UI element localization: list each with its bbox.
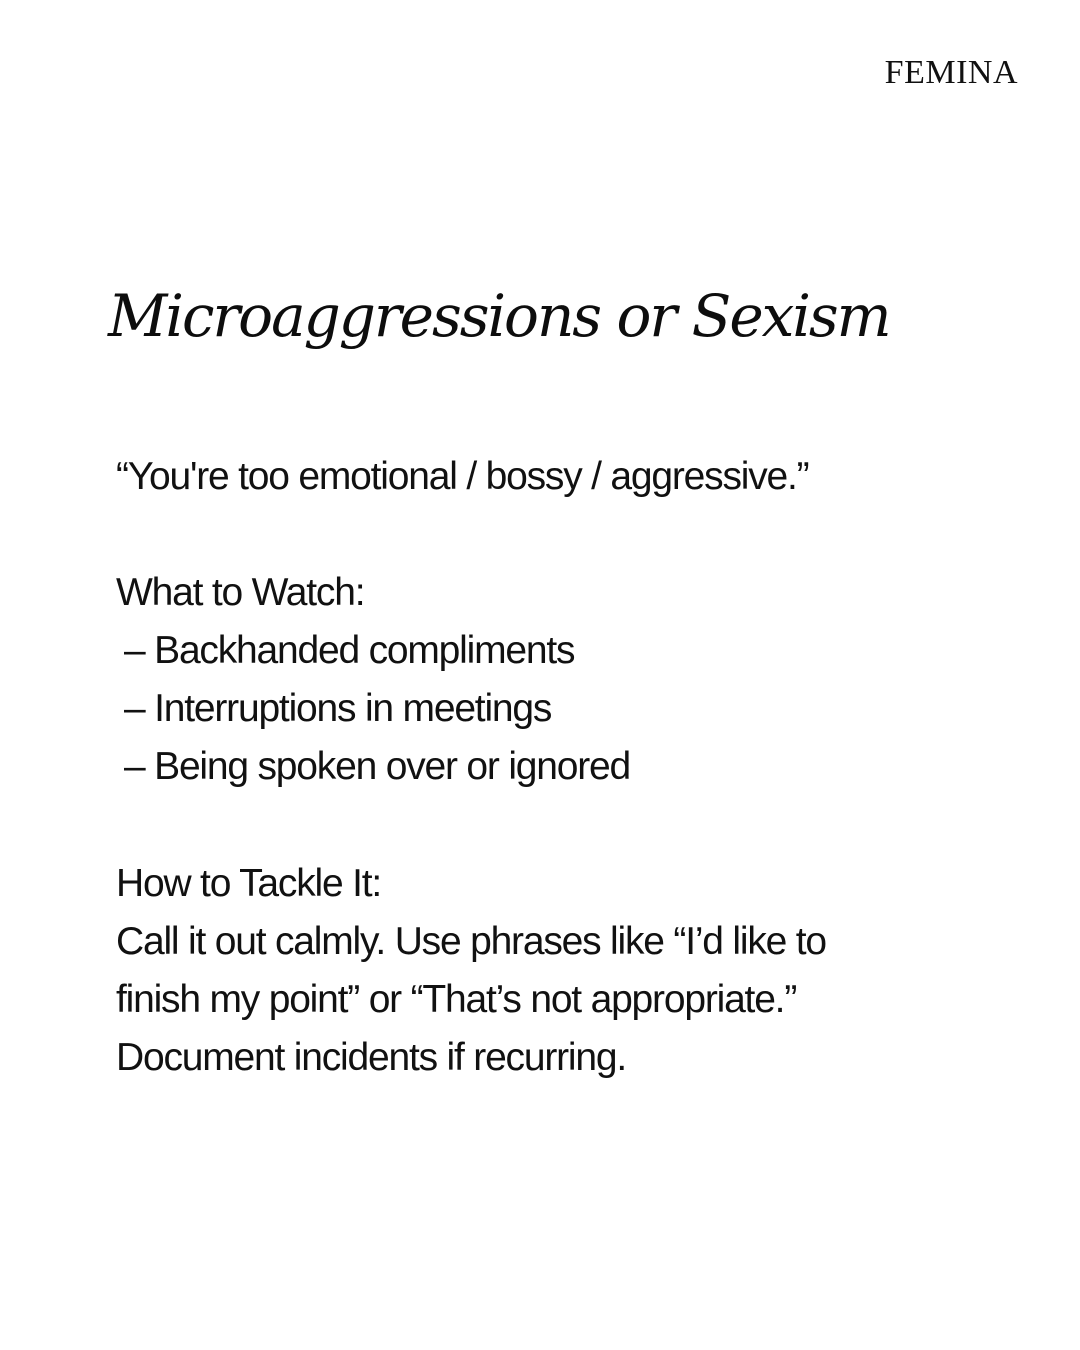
tackle-line: finish my point” or “That’s not appropriate.” [116,978,797,1021]
list-item: – Backhanded compliments [124,629,575,672]
list-item: – Interruptions in meetings [124,687,552,730]
tackle-body [116,913,826,1087]
watch-heading: What to Watch: [116,571,365,614]
watch-list [124,622,630,796]
example-quote: “You're too emotional / bossy / aggressive.” [116,455,809,498]
list-item: – Being spoken over or ignored [124,745,631,788]
tackle-line: Call it out calmly. Use phrases like “I’d like to [116,920,826,963]
page-title: Microaggressions or Sexism [108,282,890,350]
tackle-heading: How to Tackle It: [116,862,381,905]
tackle-line: Document incidents if recurring. [116,1036,626,1079]
brand-logo: FEMINA [884,54,1018,91]
